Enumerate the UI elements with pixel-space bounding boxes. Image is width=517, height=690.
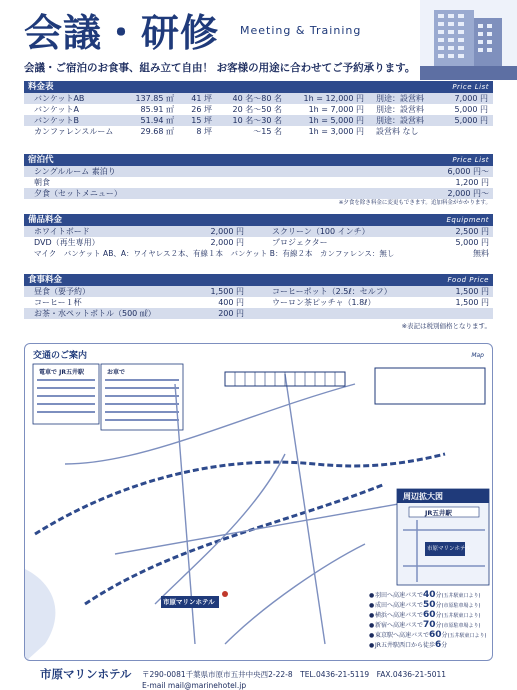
food-table bbox=[24, 286, 493, 319]
stay-heading-label: 宿泊代 bbox=[28, 155, 54, 165]
rates-cell-hour: 1h = 12,000 円 bbox=[303, 94, 364, 103]
car-legend-title: お車で bbox=[107, 369, 126, 376]
access-item bbox=[369, 620, 493, 630]
footer-email: E-mail mail@marinehotel.jp bbox=[142, 681, 247, 690]
equipment-section bbox=[24, 214, 493, 259]
access-unit: 分 bbox=[435, 622, 442, 629]
access-num: 70 bbox=[423, 620, 436, 630]
access-item bbox=[369, 640, 493, 650]
access-text: 東京駅へ高速バスで bbox=[375, 632, 430, 639]
access-item bbox=[369, 610, 493, 620]
rates-heading-label: 料金表 bbox=[28, 82, 54, 92]
access-item bbox=[369, 600, 493, 610]
stay-table bbox=[24, 166, 493, 199]
rates-cell-cap: 40 名〜80 名 bbox=[232, 94, 282, 103]
food-cell-left: 昼食（要予約） bbox=[34, 287, 90, 296]
equipment-cell-left: ホワイトボード bbox=[34, 227, 90, 236]
rates-cell-extra: 別途：設営料 bbox=[376, 105, 424, 114]
rates-row bbox=[24, 126, 493, 137]
equipment-heading bbox=[24, 214, 493, 226]
food-cell-left-price: 200 円 bbox=[218, 309, 244, 318]
food-cell-left: お茶・水ペットボトル（500 ㎖） bbox=[34, 309, 156, 318]
access-map bbox=[24, 343, 493, 661]
food-heading-en: Food Price bbox=[447, 276, 489, 284]
equipment-cell-right-price: 2,500 円 bbox=[455, 227, 489, 236]
rates-cell-extra: 設営料 なし bbox=[376, 127, 419, 136]
stay-section bbox=[24, 154, 493, 207]
stay-cell-name: シングルルーム 素泊り bbox=[34, 167, 116, 176]
equipment-table bbox=[24, 226, 493, 248]
stay-note: ※夕食を除き料金に変更もできます。追加料金がかかります。 bbox=[338, 200, 491, 206]
access-bullet: ● bbox=[369, 592, 375, 599]
map-label: Map bbox=[471, 352, 484, 359]
rates-cell-tsubo: 41 坪 bbox=[191, 94, 212, 103]
equipment-row bbox=[24, 237, 493, 248]
access-item bbox=[369, 630, 493, 640]
rates-cell-cap: 20 名〜50 名 bbox=[232, 105, 282, 114]
food-cell-right: ウーロン茶ピッチャ（1.8ℓ） bbox=[272, 298, 376, 307]
stay-cell-price: 2,000 円〜 bbox=[447, 189, 489, 198]
hotel-map-label: 市原マリンホテル bbox=[163, 598, 215, 606]
equipment-row bbox=[24, 226, 493, 237]
rates-cell-area: 85.91 ㎡ bbox=[140, 105, 174, 114]
equipment-cell-right-price: 5,000 円 bbox=[455, 238, 489, 247]
rates-cell-extra: 別途：設営料 bbox=[376, 94, 424, 103]
footer-hotel-name: 市原マリンホテル bbox=[40, 667, 132, 681]
rates-row bbox=[24, 104, 493, 115]
rates-cell-tsubo: 26 坪 bbox=[191, 105, 212, 114]
access-bullet: ● bbox=[369, 622, 375, 629]
food-heading-label: 食事料金 bbox=[28, 275, 63, 285]
detail-hotel-label: 市原マリンホテル bbox=[427, 546, 471, 552]
detail-station-label: JR五井駅 bbox=[425, 509, 452, 517]
rates-cell-tsubo: 15 坪 bbox=[191, 116, 212, 125]
access-unit: 分 bbox=[441, 642, 448, 649]
access-text: JR五井駅西口から徒歩 bbox=[375, 642, 435, 649]
access-text: 横浜へ高速バスで bbox=[375, 612, 424, 619]
food-cell-left-price: 1,500 円 bbox=[210, 287, 244, 296]
access-list bbox=[369, 590, 493, 650]
access-num: 60 bbox=[429, 630, 442, 640]
rates-heading bbox=[24, 81, 493, 93]
access-sub: (五井駅東口より) bbox=[441, 613, 481, 619]
lead-text: 会議・ご宿泊のお食事、組み立て自由！ お客様の用途に合わせてご予約承ります。 bbox=[24, 62, 416, 74]
mic-label: マイク バンケット AB、A：ワイヤレス２本、有線１本 バンケット B：有線２本 カンファレンス：無し bbox=[34, 249, 395, 258]
mic-price: 無料 bbox=[473, 249, 489, 258]
rates-row bbox=[24, 93, 493, 104]
rates-cell-hour: 1h = 5,000 円 bbox=[308, 116, 364, 125]
equipment-cell-left: DVD（再生専用） bbox=[34, 238, 100, 247]
stay-cell-name: 夕食（セットメニュー） bbox=[34, 189, 122, 198]
stay-heading-en: Price List bbox=[452, 156, 489, 164]
stay-cell-name: 朝食 bbox=[34, 178, 50, 187]
rates-cell-area: 137.85 ㎡ bbox=[135, 94, 174, 103]
rates-cell-tsubo: 8 坪 bbox=[196, 127, 212, 136]
food-row bbox=[24, 297, 493, 308]
rates-cell-fee: 7,000 円 bbox=[454, 94, 488, 103]
access-num: 50 bbox=[423, 600, 436, 610]
access-unit: 分 bbox=[441, 632, 448, 639]
food-cell-left: コーヒー１杯 bbox=[34, 298, 82, 307]
stay-row bbox=[24, 188, 493, 199]
rates-table bbox=[24, 93, 493, 137]
access-text: 羽田へ高速バスで bbox=[375, 592, 424, 599]
food-cell-right-price: 1,500 円 bbox=[455, 298, 489, 307]
rates-cell-hour: 1h = 3,000 円 bbox=[308, 127, 364, 136]
page-title: 会議・研修 bbox=[24, 10, 220, 55]
food-heading bbox=[24, 274, 493, 286]
rates-cell-cap: 10 名〜30 名 bbox=[232, 116, 282, 125]
page-subtitle: Meeting & Training bbox=[240, 24, 362, 37]
stay-heading bbox=[24, 154, 493, 166]
food-row bbox=[24, 286, 493, 297]
stay-row bbox=[24, 177, 493, 188]
access-unit: 分 bbox=[435, 612, 442, 619]
rates-heading-en: Price List bbox=[452, 83, 489, 91]
stay-cell-price: 6,000 円〜 bbox=[447, 167, 489, 176]
map-title: 交通のご案内 bbox=[33, 351, 88, 361]
access-sub: (市原駐車場より) bbox=[441, 603, 481, 609]
access-bullet: ● bbox=[369, 602, 375, 609]
access-bullet: ● bbox=[369, 642, 375, 649]
food-section bbox=[24, 274, 493, 331]
access-num: 40 bbox=[423, 590, 436, 600]
rates-cell-fee: 5,000 円 bbox=[454, 116, 488, 125]
train-legend-title: 電車で JR五井駅 bbox=[39, 369, 84, 376]
rates-cell-name: バンケットAB bbox=[34, 94, 85, 103]
access-sub: (市原駐車場より) bbox=[441, 623, 481, 629]
rates-cell-cap: 〜15 名 bbox=[253, 127, 282, 136]
rates-cell-area: 29.68 ㎡ bbox=[140, 127, 174, 136]
rates-row bbox=[24, 115, 493, 126]
access-bullet: ● bbox=[369, 632, 375, 639]
mic-row bbox=[24, 248, 493, 259]
rates-section bbox=[24, 81, 493, 137]
access-unit: 分 bbox=[435, 602, 442, 609]
hotel-building-image bbox=[420, 0, 517, 80]
access-unit: 分 bbox=[435, 592, 442, 599]
access-text: 新宿へ高速バスで bbox=[375, 622, 424, 629]
access-sub: (五井駅東口より) bbox=[447, 633, 487, 639]
food-cell-right-price: 1,500 円 bbox=[455, 287, 489, 296]
access-text: 成田へ高速バスで bbox=[375, 602, 424, 609]
equipment-cell-left-price: 2,000 円 bbox=[210, 227, 244, 236]
rates-cell-extra: 別途：設営料 bbox=[376, 116, 424, 125]
equipment-cell-right: スクリーン（100 インチ） bbox=[272, 227, 370, 236]
access-num: 6 bbox=[434, 640, 442, 650]
stay-row bbox=[24, 166, 493, 177]
detail-map-title: 周辺拡大図 bbox=[403, 492, 443, 501]
access-sub: (五井駅東口より) bbox=[441, 593, 481, 599]
access-num: 60 bbox=[423, 610, 436, 620]
food-cell-right: コーヒーポット（2.5ℓ：セルフ） bbox=[272, 287, 392, 296]
stay-cell-price: 1,200 円 bbox=[455, 178, 489, 187]
food-row bbox=[24, 308, 493, 319]
equipment-cell-left-price: 2,000 円 bbox=[210, 238, 244, 247]
rates-cell-area: 51.94 ㎡ bbox=[140, 116, 174, 125]
equipment-heading-en: Equipment bbox=[446, 216, 489, 224]
food-note: ※表記は税別価格となります。 bbox=[401, 322, 491, 330]
equipment-heading-label: 備品料金 bbox=[28, 215, 63, 225]
rates-cell-hour: 1h = 7,000 円 bbox=[308, 105, 364, 114]
food-cell-left-price: 400 円 bbox=[218, 298, 244, 307]
access-item bbox=[369, 590, 493, 600]
rates-cell-name: カンファレンスルーム bbox=[34, 127, 114, 136]
rates-cell-name: バンケットA bbox=[34, 105, 79, 114]
rates-cell-fee: 5,000 円 bbox=[454, 105, 488, 114]
rates-cell-name: バンケットB bbox=[34, 116, 79, 125]
equipment-cell-right: プロジェクター bbox=[272, 238, 328, 247]
footer-address: 〒290-0081千葉県市原市五井中央西2-22-8 TEL.0436-21-5119 FAX.0436-21-5011 bbox=[142, 670, 447, 679]
access-bullet: ● bbox=[369, 612, 375, 619]
